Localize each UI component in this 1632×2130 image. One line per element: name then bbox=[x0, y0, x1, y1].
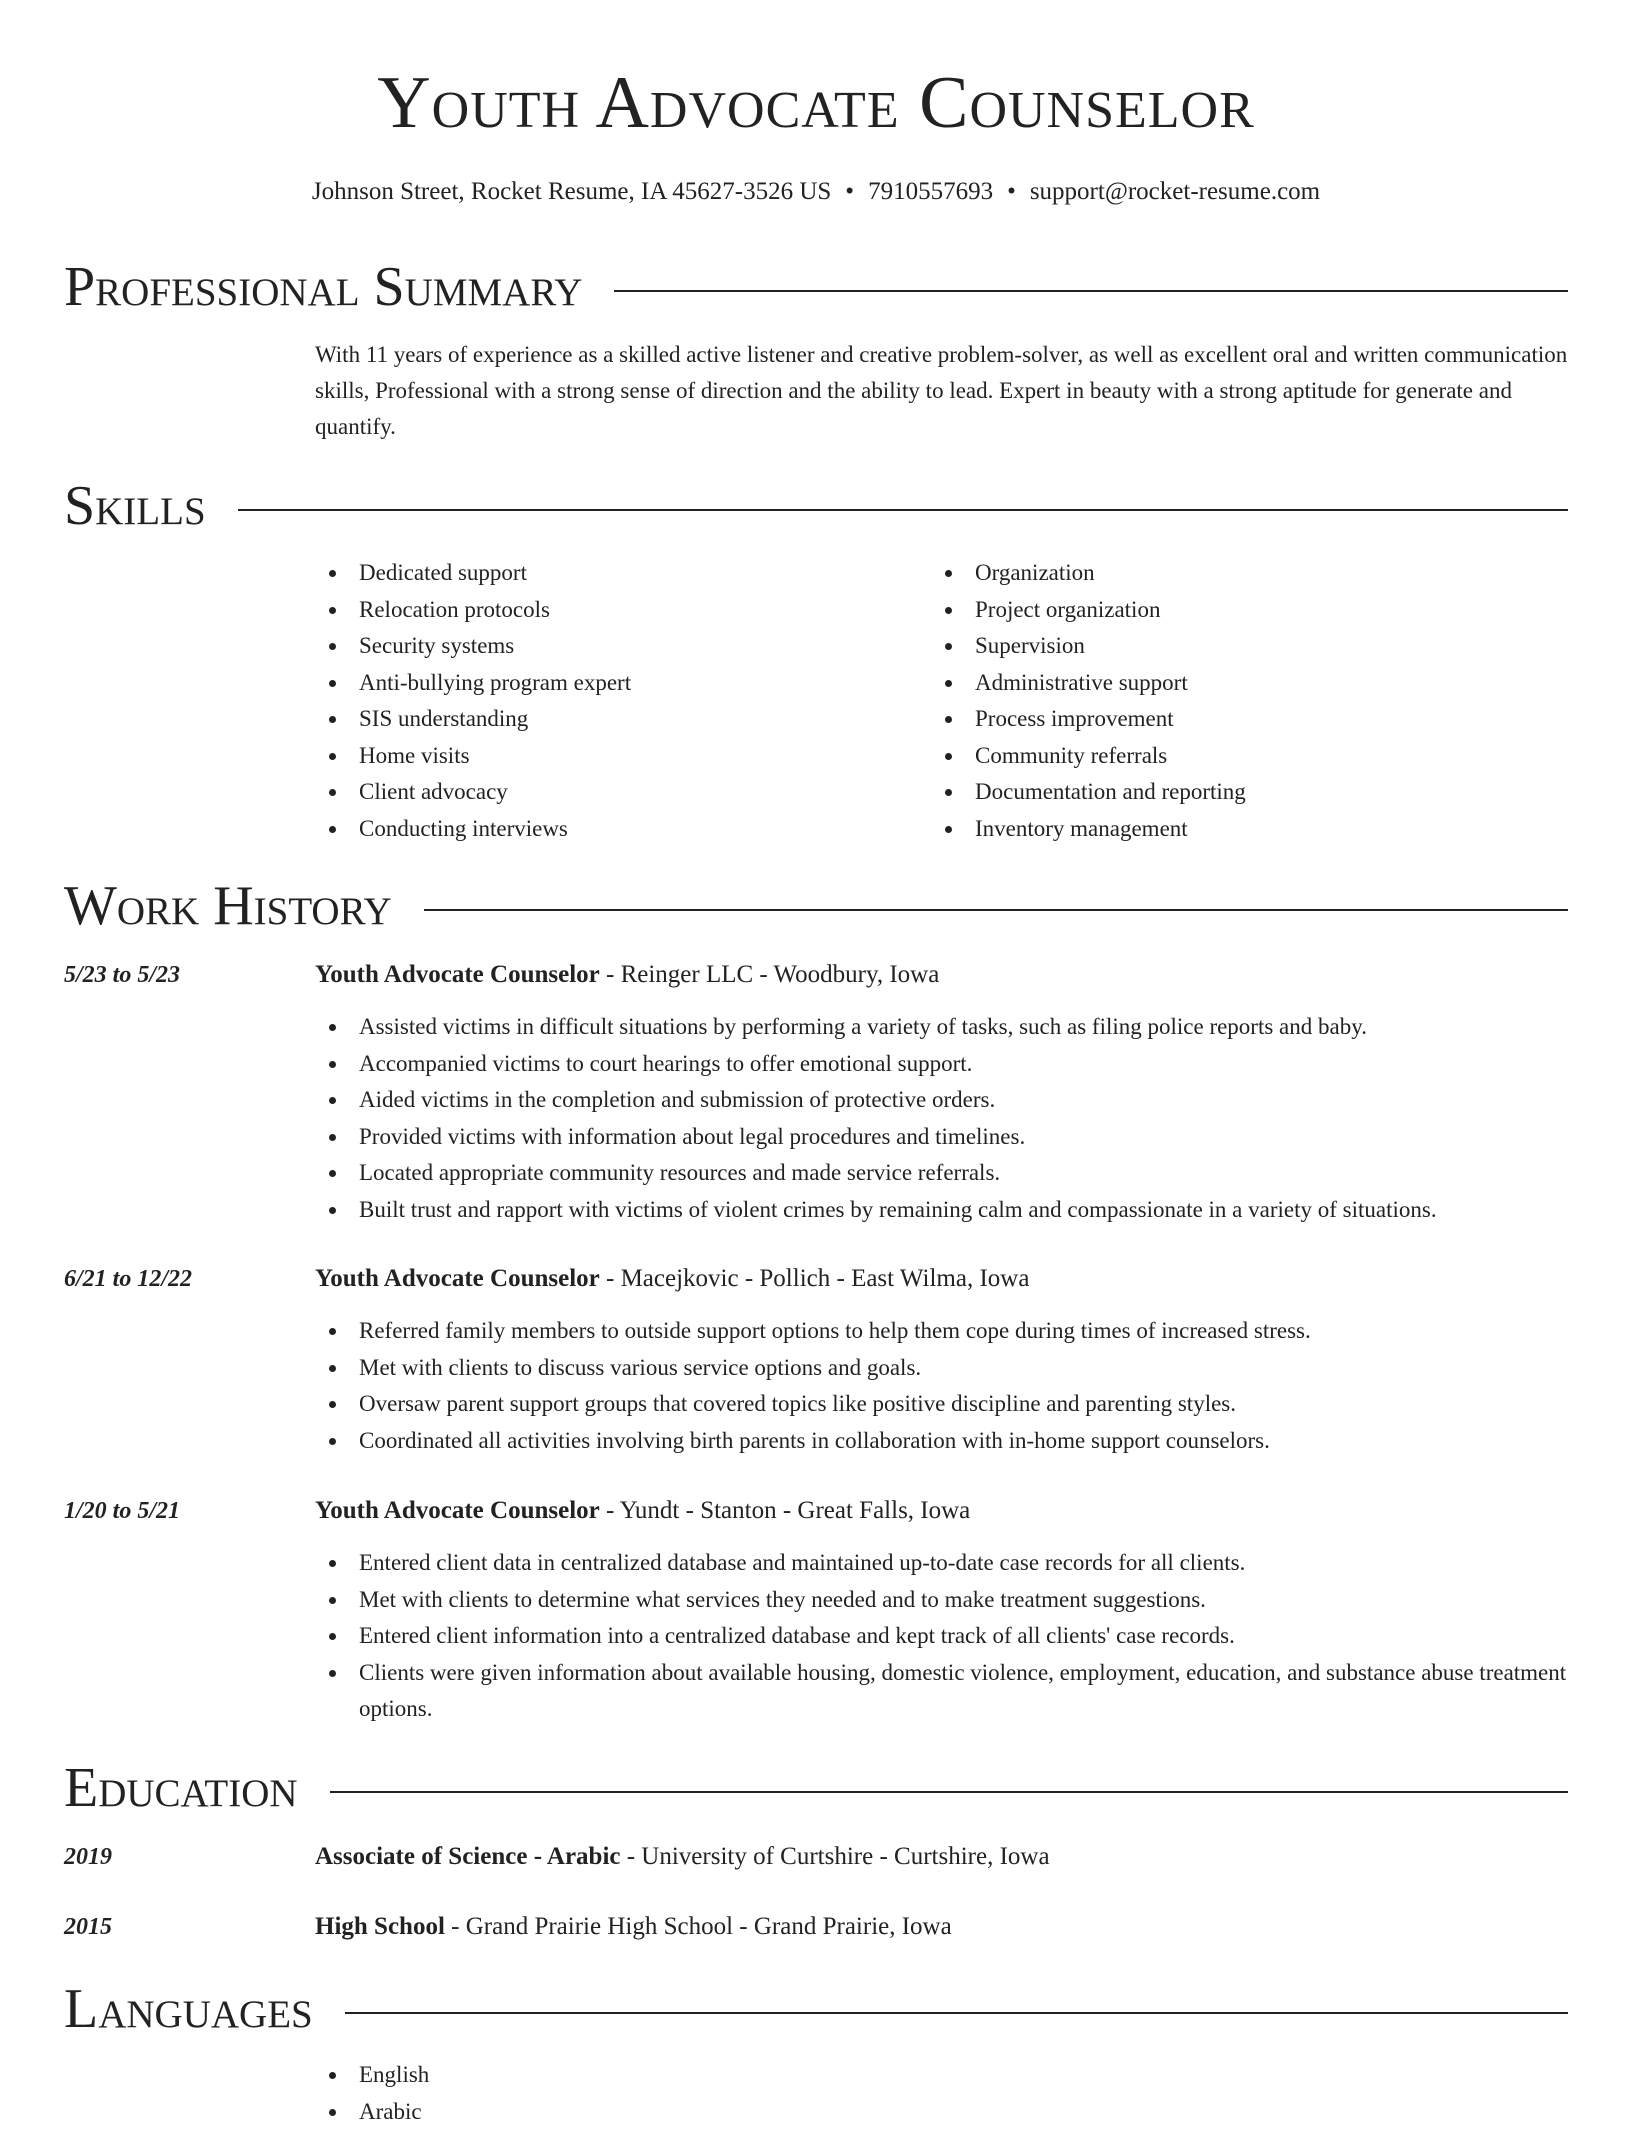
section-header-summary bbox=[64, 254, 1568, 320]
contact-separator: • bbox=[1007, 178, 1016, 205]
summary-text: With 11 years of experience as a skilled active listener and creative problem-solver, as well as excellent oral and written communication skills, Professional with a strong sense of direction and the ability to lead. Expert in beauty with a strong aptitude for generate and quantify. bbox=[315, 337, 1570, 445]
skill-item: Conducting interviews bbox=[315, 811, 915, 848]
job-role: Youth Advocate Counselor bbox=[315, 1265, 600, 1292]
contact-line bbox=[0, 174, 1632, 210]
job-bullet: Clients were given information about available housing, domestic violence, employment, education, and substance abuse treatment options. bbox=[315, 1655, 1570, 1728]
section-title: Education bbox=[64, 1755, 298, 1821]
job-title-line bbox=[315, 957, 1570, 993]
job-employer: - Macejkovic - Pollich - East Wilma, Iowa bbox=[600, 1265, 1030, 1292]
education-year: 2015 bbox=[64, 1909, 112, 1945]
contact-separator: • bbox=[845, 178, 854, 205]
job-bullet: Assisted victims in difficult situations by performing a variety of tasks, such as filing police reports and baby. bbox=[315, 1009, 1570, 1046]
skill-item: Supervision bbox=[931, 628, 1531, 665]
contact-address: Johnson Street, Rocket Resume, IA 45627-3526 US bbox=[312, 178, 831, 205]
skill-item: Security systems bbox=[315, 628, 915, 665]
skill-item: Inventory management bbox=[931, 811, 1531, 848]
language-item: Arabic bbox=[315, 2094, 1570, 2130]
section-header-work-history bbox=[64, 873, 1568, 939]
job-bullet-list bbox=[315, 1009, 1570, 1228]
section-header-skills bbox=[64, 473, 1568, 539]
section-title: Work History bbox=[64, 873, 392, 939]
job-bullet: Met with clients to discuss various service options and goals. bbox=[315, 1350, 1570, 1387]
job-bullet: Coordinated all activities involving birth parents in collaboration with in-home support counselors. bbox=[315, 1423, 1570, 1460]
skills-list-left bbox=[315, 555, 915, 847]
section-header-education bbox=[64, 1755, 1568, 1821]
section-divider bbox=[330, 1791, 1568, 1793]
job-bullet: Met with clients to determine what services they needed and to make treatment suggestions. bbox=[315, 1582, 1570, 1619]
skill-item: Relocation protocols bbox=[315, 592, 915, 629]
languages-list bbox=[315, 2057, 1570, 2130]
job-bullet: Entered client data in centralized database and maintained up-to-date case records for all clients. bbox=[315, 1545, 1570, 1582]
job-bullet: Provided victims with information about legal procedures and timelines. bbox=[315, 1119, 1570, 1156]
job-dates: 1/20 to 5/21 bbox=[64, 1493, 180, 1529]
job-employer: - Reinger LLC - Woodbury, Iowa bbox=[600, 961, 940, 988]
job-bullet: Oversaw parent support groups that covered topics like positive discipline and parenting styles. bbox=[315, 1386, 1570, 1423]
education-degree: Associate of Science - Arabic bbox=[315, 1843, 620, 1870]
job-employer: - Yundt - Stanton - Great Falls, Iowa bbox=[600, 1497, 971, 1524]
section-header-languages bbox=[64, 1976, 1568, 2042]
skill-item: Organization bbox=[931, 555, 1531, 592]
job-bullet: Entered client information into a centralized database and kept track of all clients' case records. bbox=[315, 1618, 1570, 1655]
education-entry bbox=[315, 1839, 1570, 1875]
job-bullet: Located appropriate community resources and made service referrals. bbox=[315, 1155, 1570, 1192]
job-role: Youth Advocate Counselor bbox=[315, 1497, 600, 1524]
job-bullet: Aided victims in the completion and submission of protective orders. bbox=[315, 1082, 1570, 1119]
resume-name: Youth Advocate Counselor bbox=[0, 58, 1632, 148]
skill-item: SIS understanding bbox=[315, 701, 915, 738]
skill-item: Process improvement bbox=[931, 701, 1531, 738]
job-title-line bbox=[315, 1261, 1570, 1297]
job-title-line bbox=[315, 1493, 1570, 1529]
skill-item: Anti-bullying program expert bbox=[315, 665, 915, 702]
job-bullet-list bbox=[315, 1545, 1570, 1728]
skill-item: Home visits bbox=[315, 738, 915, 775]
section-title: Languages bbox=[64, 1976, 313, 2042]
contact-phone: 7910557693 bbox=[868, 178, 993, 205]
education-degree: High School bbox=[315, 1913, 445, 1940]
section-divider bbox=[345, 2012, 1568, 2014]
section-divider bbox=[424, 909, 1568, 911]
section-divider bbox=[238, 509, 1568, 511]
job-dates: 6/21 to 12/22 bbox=[64, 1261, 192, 1297]
education-year: 2019 bbox=[64, 1839, 112, 1875]
skills-list-right bbox=[931, 555, 1531, 847]
section-divider bbox=[614, 290, 1568, 292]
job-role: Youth Advocate Counselor bbox=[315, 961, 600, 988]
skill-item: Client advocacy bbox=[315, 774, 915, 811]
skill-item: Community referrals bbox=[931, 738, 1531, 775]
job-bullet: Accompanied victims to court hearings to offer emotional support. bbox=[315, 1046, 1570, 1083]
job-bullet: Referred family members to outside support options to help them cope during times of increased stress. bbox=[315, 1313, 1570, 1350]
skill-item: Project organization bbox=[931, 592, 1531, 629]
job-bullet: Built trust and rapport with victims of violent crimes by remaining calm and compassionate in a variety of situations. bbox=[315, 1192, 1570, 1229]
education-school: - Grand Prairie High School - Grand Prairie, Iowa bbox=[445, 1913, 952, 1940]
job-dates: 5/23 to 5/23 bbox=[64, 957, 180, 993]
education-entry bbox=[315, 1909, 1570, 1945]
section-title: Skills bbox=[64, 473, 206, 539]
language-item: English bbox=[315, 2057, 1570, 2094]
education-school: - University of Curtshire - Curtshire, Iowa bbox=[620, 1843, 1049, 1870]
skill-item: Documentation and reporting bbox=[931, 774, 1531, 811]
section-title: Professional Summary bbox=[64, 254, 582, 320]
skill-item: Dedicated support bbox=[315, 555, 915, 592]
skill-item: Administrative support bbox=[931, 665, 1531, 702]
contact-email: support@rocket-resume.com bbox=[1030, 178, 1320, 205]
job-bullet-list bbox=[315, 1313, 1570, 1459]
